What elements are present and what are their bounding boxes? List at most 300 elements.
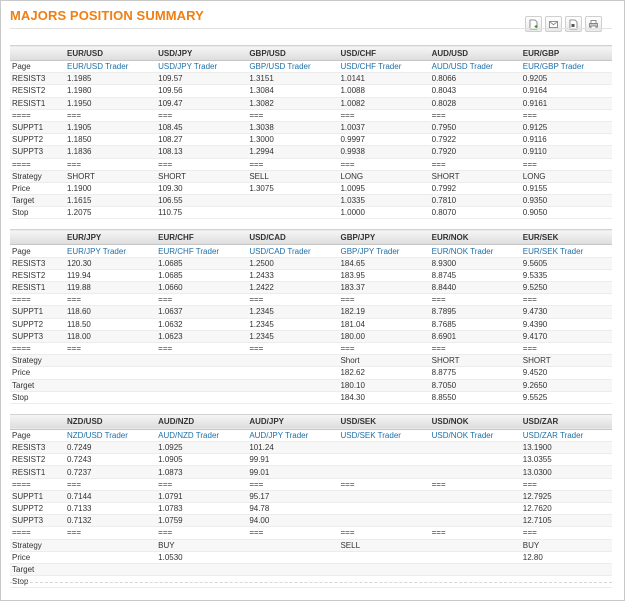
value-cell: 1.0088 (338, 85, 429, 97)
value-cell: 1.1950 (65, 97, 156, 109)
pair-header: USD/CHF (338, 46, 429, 61)
value-cell: 1.1905 (65, 121, 156, 133)
table-row (10, 61, 612, 73)
table-row (10, 367, 612, 379)
table-row (10, 282, 612, 294)
pair-header: EUR/SEK (521, 230, 612, 245)
trader-link[interactable]: USD/SEK Trader (340, 430, 401, 440)
value-cell: 9.5250 (521, 282, 612, 294)
value-cell: === (521, 478, 612, 490)
value-cell: === (247, 342, 338, 354)
value-cell: 1.1836 (65, 146, 156, 158)
value-cell: === (65, 527, 156, 539)
value-cell: 110.75 (156, 207, 247, 219)
trader-link[interactable]: EUR/NOK Trader (431, 246, 494, 256)
value-cell: 120.30 (65, 257, 156, 269)
value-cell: 94.78 (247, 503, 338, 515)
value-cell: 0.9997 (338, 134, 429, 146)
trader-link-cell (65, 61, 156, 73)
pair-header: AUD/USD (430, 46, 521, 61)
trader-link-cell (247, 429, 338, 441)
value-cell: 1.0623 (156, 330, 247, 342)
row-label: Page (10, 61, 65, 73)
value-cell: === (65, 109, 156, 121)
row-label: SUPPT2 (10, 318, 65, 330)
table-row (10, 342, 612, 354)
value-cell: 109.47 (156, 97, 247, 109)
trader-link-cell (521, 429, 612, 441)
value-cell: 106.55 (156, 195, 247, 207)
value-cell (156, 391, 247, 403)
value-cell: 118.50 (65, 318, 156, 330)
value-cell: 94.00 (247, 515, 338, 527)
value-cell: 9.4730 (521, 306, 612, 318)
value-cell: 0.7133 (65, 503, 156, 515)
pair-header: USD/NOK (430, 414, 521, 429)
value-cell: 1.0660 (156, 282, 247, 294)
value-cell: 99.91 (247, 454, 338, 466)
value-cell: 0.7237 (65, 466, 156, 478)
value-cell: 95.17 (247, 490, 338, 502)
trader-link-cell (65, 245, 156, 257)
value-cell (338, 551, 429, 563)
value-cell: === (430, 478, 521, 490)
value-cell: 0.9155 (521, 182, 612, 194)
row-label: Strategy (10, 170, 65, 182)
table-row (10, 563, 612, 575)
row-label: Stop (10, 576, 65, 588)
value-cell: SELL (338, 539, 429, 551)
value-cell: 0.8066 (430, 73, 521, 85)
value-cell: 0.7922 (430, 134, 521, 146)
value-cell (65, 551, 156, 563)
value-cell: BUY (156, 539, 247, 551)
row-label: Stop (10, 207, 65, 219)
value-cell: 181.04 (338, 318, 429, 330)
value-cell: 8.6901 (430, 330, 521, 342)
value-cell: 9.5605 (521, 257, 612, 269)
value-cell: 109.30 (156, 182, 247, 194)
value-cell: === (247, 109, 338, 121)
value-cell: 0.9938 (338, 146, 429, 158)
value-cell (156, 379, 247, 391)
value-cell: === (156, 294, 247, 306)
row-label: Price (10, 367, 65, 379)
value-cell: === (247, 158, 338, 170)
value-cell: === (430, 158, 521, 170)
value-cell: 1.2345 (247, 318, 338, 330)
value-cell (65, 355, 156, 367)
value-cell (65, 367, 156, 379)
row-label: SUPPT3 (10, 330, 65, 342)
value-cell (65, 539, 156, 551)
value-cell: LONG (338, 170, 429, 182)
value-cell: 1.1985 (65, 73, 156, 85)
value-cell: === (430, 527, 521, 539)
value-cell: === (338, 478, 429, 490)
value-cell: 1.1850 (65, 134, 156, 146)
row-label: Target (10, 379, 65, 391)
value-cell: SHORT (65, 170, 156, 182)
trader-link-cell (338, 61, 429, 73)
trader-link[interactable]: NZD/USD Trader (67, 430, 128, 440)
value-cell: LONG (521, 170, 612, 182)
table-row (10, 466, 612, 478)
table-row (10, 355, 612, 367)
table-row (10, 109, 612, 121)
value-cell (247, 355, 338, 367)
value-cell (247, 367, 338, 379)
email-button[interactable] (545, 16, 562, 32)
value-cell: 1.0925 (156, 442, 247, 454)
row-label: RESIST2 (10, 454, 65, 466)
row-label: Page (10, 245, 65, 257)
pair-header: EUR/CHF (156, 230, 247, 245)
value-cell: 1.3084 (247, 85, 338, 97)
table-row (10, 391, 612, 403)
value-cell: === (521, 342, 612, 354)
value-cell: 9.5335 (521, 269, 612, 281)
value-cell: 180.10 (338, 379, 429, 391)
trader-link[interactable]: GBP/USD Trader (249, 62, 311, 72)
corner-header (10, 230, 65, 245)
value-cell: 183.95 (338, 269, 429, 281)
value-cell (430, 442, 521, 454)
value-cell: 119.94 (65, 269, 156, 281)
add-portfolio-button[interactable] (525, 16, 542, 32)
value-cell: 0.7810 (430, 195, 521, 207)
value-cell: 182.19 (338, 306, 429, 318)
value-cell: SHORT (156, 170, 247, 182)
value-cell: SHORT (521, 355, 612, 367)
value-cell: 99.01 (247, 466, 338, 478)
value-cell: 12.7105 (521, 515, 612, 527)
value-cell (521, 563, 612, 575)
value-cell (430, 539, 521, 551)
value-cell: 13.0300 (521, 466, 612, 478)
value-cell: BUY (521, 539, 612, 551)
value-cell: 0.7950 (430, 121, 521, 133)
row-label: SUPPT3 (10, 146, 65, 158)
trader-link[interactable]: USD/CAD Trader (249, 246, 311, 256)
pair-header: GBP/USD (247, 46, 338, 61)
value-cell: 1.0637 (156, 306, 247, 318)
row-label: ==== (10, 527, 65, 539)
bottom-divider (10, 582, 612, 583)
table-row (10, 442, 612, 454)
value-cell: 0.9350 (521, 195, 612, 207)
row-label: RESIST3 (10, 442, 65, 454)
row-label: Strategy (10, 539, 65, 551)
value-cell: 1.0873 (156, 466, 247, 478)
value-cell: 12.7925 (521, 490, 612, 502)
value-cell: === (338, 109, 429, 121)
export-button[interactable] (565, 16, 582, 32)
value-cell: 0.9110 (521, 146, 612, 158)
row-label: RESIST1 (10, 97, 65, 109)
pair-header-row (10, 46, 612, 61)
value-cell: 0.8043 (430, 85, 521, 97)
value-cell: === (156, 478, 247, 490)
value-cell: SHORT (430, 355, 521, 367)
row-label: SUPPT1 (10, 121, 65, 133)
value-cell: 1.2433 (247, 269, 338, 281)
trader-link-cell (338, 429, 429, 441)
table-row (10, 478, 612, 490)
value-cell: === (521, 527, 612, 539)
value-cell: SELL (247, 170, 338, 182)
value-cell: 0.8070 (430, 207, 521, 219)
row-label: Page (10, 429, 65, 441)
row-label: SUPPT2 (10, 134, 65, 146)
value-cell: 1.0759 (156, 515, 247, 527)
table-row (10, 170, 612, 182)
value-cell: 1.0095 (338, 182, 429, 194)
value-cell: 1.0335 (338, 195, 429, 207)
pair-table (10, 229, 612, 403)
row-label: ==== (10, 342, 65, 354)
row-label: RESIST1 (10, 282, 65, 294)
value-cell: === (338, 342, 429, 354)
value-cell: 9.5525 (521, 391, 612, 403)
value-cell: SHORT (430, 170, 521, 182)
value-cell: 1.3075 (247, 182, 338, 194)
pair-header: USD/JPY (156, 46, 247, 61)
value-cell (156, 367, 247, 379)
summary-tables (10, 45, 612, 588)
pair-header: AUD/JPY (247, 414, 338, 429)
value-cell: 12.80 (521, 551, 612, 563)
trader-link-cell (338, 245, 429, 257)
table-row (10, 269, 612, 281)
value-cell: 118.60 (65, 306, 156, 318)
value-cell (65, 391, 156, 403)
value-cell: 1.3000 (247, 134, 338, 146)
value-cell (156, 563, 247, 575)
pair-header: AUD/NZD (156, 414, 247, 429)
value-cell: 184.65 (338, 257, 429, 269)
trader-link[interactable]: AUD/NZD Trader (158, 430, 220, 440)
value-cell: 101.24 (247, 442, 338, 454)
table-row (10, 429, 612, 441)
trader-link[interactable]: USD/CHF Trader (340, 62, 402, 72)
value-cell: === (247, 294, 338, 306)
value-cell: 8.9300 (430, 257, 521, 269)
row-label: ==== (10, 294, 65, 306)
pair-header: EUR/GBP (521, 46, 612, 61)
trader-link[interactable]: USD/JPY Trader (158, 62, 218, 72)
value-cell: 108.45 (156, 121, 247, 133)
corner-header (10, 46, 65, 61)
pair-header: EUR/NOK (430, 230, 521, 245)
value-cell: 8.8745 (430, 269, 521, 281)
table-row (10, 207, 612, 219)
row-label: ==== (10, 109, 65, 121)
value-cell: === (247, 527, 338, 539)
row-label: RESIST3 (10, 257, 65, 269)
value-cell: 1.0082 (338, 97, 429, 109)
table-row (10, 146, 612, 158)
table-row (10, 195, 612, 207)
value-cell: 1.1980 (65, 85, 156, 97)
row-label: Target (10, 195, 65, 207)
trader-link-cell (247, 61, 338, 73)
pair-header: EUR/USD (65, 46, 156, 61)
trader-link[interactable]: AUD/JPY Trader (249, 430, 309, 440)
pair-header: USD/ZAR (521, 414, 612, 429)
value-cell: === (338, 294, 429, 306)
value-cell (338, 515, 429, 527)
trader-link[interactable]: EUR/USD Trader (67, 62, 129, 72)
table-row (10, 294, 612, 306)
value-cell: === (156, 527, 247, 539)
row-label: SUPPT2 (10, 503, 65, 515)
table-row (10, 454, 612, 466)
value-cell: === (521, 158, 612, 170)
table-row (10, 539, 612, 551)
value-cell (156, 355, 247, 367)
value-cell: 0.9050 (521, 207, 612, 219)
pair-header: USD/SEK (338, 414, 429, 429)
row-label: Price (10, 551, 65, 563)
value-cell: 1.2345 (247, 330, 338, 342)
value-cell: === (430, 109, 521, 121)
trader-link-cell (65, 429, 156, 441)
value-cell: 1.2422 (247, 282, 338, 294)
trader-link-cell (430, 245, 521, 257)
row-label: RESIST2 (10, 85, 65, 97)
value-cell: 1.0037 (338, 121, 429, 133)
value-cell: 184.30 (338, 391, 429, 403)
trader-link[interactable]: AUD/USD Trader (431, 62, 493, 72)
value-cell (338, 454, 429, 466)
value-cell: 1.0000 (338, 207, 429, 219)
value-cell: Short (338, 355, 429, 367)
value-cell: 0.7920 (430, 146, 521, 158)
value-cell: 0.9116 (521, 134, 612, 146)
table-row (10, 158, 612, 170)
value-cell: 8.7685 (430, 318, 521, 330)
value-cell: 118.00 (65, 330, 156, 342)
pair-table (10, 414, 612, 588)
value-cell: === (65, 158, 156, 170)
value-cell: 8.7895 (430, 306, 521, 318)
trader-link-cell (156, 429, 247, 441)
value-cell: === (247, 478, 338, 490)
value-cell: 13.1900 (521, 442, 612, 454)
value-cell (430, 503, 521, 515)
value-cell: 0.7243 (65, 454, 156, 466)
trader-link[interactable]: EUR/JPY Trader (67, 246, 126, 256)
value-cell: 13.0355 (521, 454, 612, 466)
trader-link[interactable]: USD/ZAR Trader (522, 430, 584, 440)
table-row (10, 121, 612, 133)
pair-header: USD/CAD (247, 230, 338, 245)
value-cell (65, 563, 156, 575)
row-label: RESIST3 (10, 73, 65, 85)
value-cell (247, 563, 338, 575)
trader-link[interactable]: EUR/SEK Trader (522, 246, 584, 256)
value-cell: === (338, 527, 429, 539)
value-cell: 109.56 (156, 85, 247, 97)
value-cell (247, 207, 338, 219)
value-cell (430, 551, 521, 563)
value-cell: 8.8440 (430, 282, 521, 294)
value-cell: 0.7992 (430, 182, 521, 194)
value-cell (430, 454, 521, 466)
value-cell (65, 379, 156, 391)
value-cell (247, 539, 338, 551)
value-cell: === (430, 294, 521, 306)
value-cell: 1.3082 (247, 97, 338, 109)
value-cell: 1.0685 (156, 269, 247, 281)
value-cell: 0.8028 (430, 97, 521, 109)
trader-link[interactable]: GBP/JPY Trader (340, 246, 400, 256)
value-cell: 9.2650 (521, 379, 612, 391)
value-cell (430, 466, 521, 478)
value-cell: 8.8550 (430, 391, 521, 403)
pair-header-row (10, 230, 612, 245)
print-button[interactable] (585, 16, 602, 32)
row-label: Strategy (10, 355, 65, 367)
trader-link-cell (156, 61, 247, 73)
trader-link[interactable]: EUR/GBP Trader (522, 62, 584, 72)
value-cell: 0.9205 (521, 73, 612, 85)
value-cell: === (156, 158, 247, 170)
value-cell: 12.7620 (521, 503, 612, 515)
row-label: ==== (10, 478, 65, 490)
table-row (10, 515, 612, 527)
trader-link[interactable]: USD/NOK Trader (431, 430, 494, 440)
table-row (10, 551, 612, 563)
value-cell: 182.62 (338, 367, 429, 379)
row-label: Price (10, 182, 65, 194)
value-cell: 9.4520 (521, 367, 612, 379)
value-cell: 108.27 (156, 134, 247, 146)
value-cell (338, 466, 429, 478)
title-divider (10, 28, 612, 29)
value-cell: 1.2500 (247, 257, 338, 269)
table-row (10, 330, 612, 342)
value-cell: 8.8775 (430, 367, 521, 379)
table-row (10, 85, 612, 97)
value-cell (430, 563, 521, 575)
table-row (10, 490, 612, 502)
value-cell (338, 503, 429, 515)
value-cell: === (65, 478, 156, 490)
value-cell: 1.0685 (156, 257, 247, 269)
row-label: RESIST1 (10, 466, 65, 478)
row-label: Stop (10, 391, 65, 403)
value-cell: === (338, 158, 429, 170)
value-cell: 1.0905 (156, 454, 247, 466)
trader-link-cell (430, 429, 521, 441)
table-row (10, 527, 612, 539)
value-cell: 1.0632 (156, 318, 247, 330)
value-cell: 1.0141 (338, 73, 429, 85)
value-cell: 109.57 (156, 73, 247, 85)
value-cell: 0.9161 (521, 97, 612, 109)
value-cell: 1.3151 (247, 73, 338, 85)
value-cell: 180.00 (338, 330, 429, 342)
value-cell (430, 515, 521, 527)
table-row (10, 318, 612, 330)
trader-link-cell (521, 245, 612, 257)
value-cell: === (156, 109, 247, 121)
trader-link[interactable]: EUR/CHF Trader (158, 246, 220, 256)
value-cell: 0.7249 (65, 442, 156, 454)
pair-header: NZD/USD (65, 414, 156, 429)
